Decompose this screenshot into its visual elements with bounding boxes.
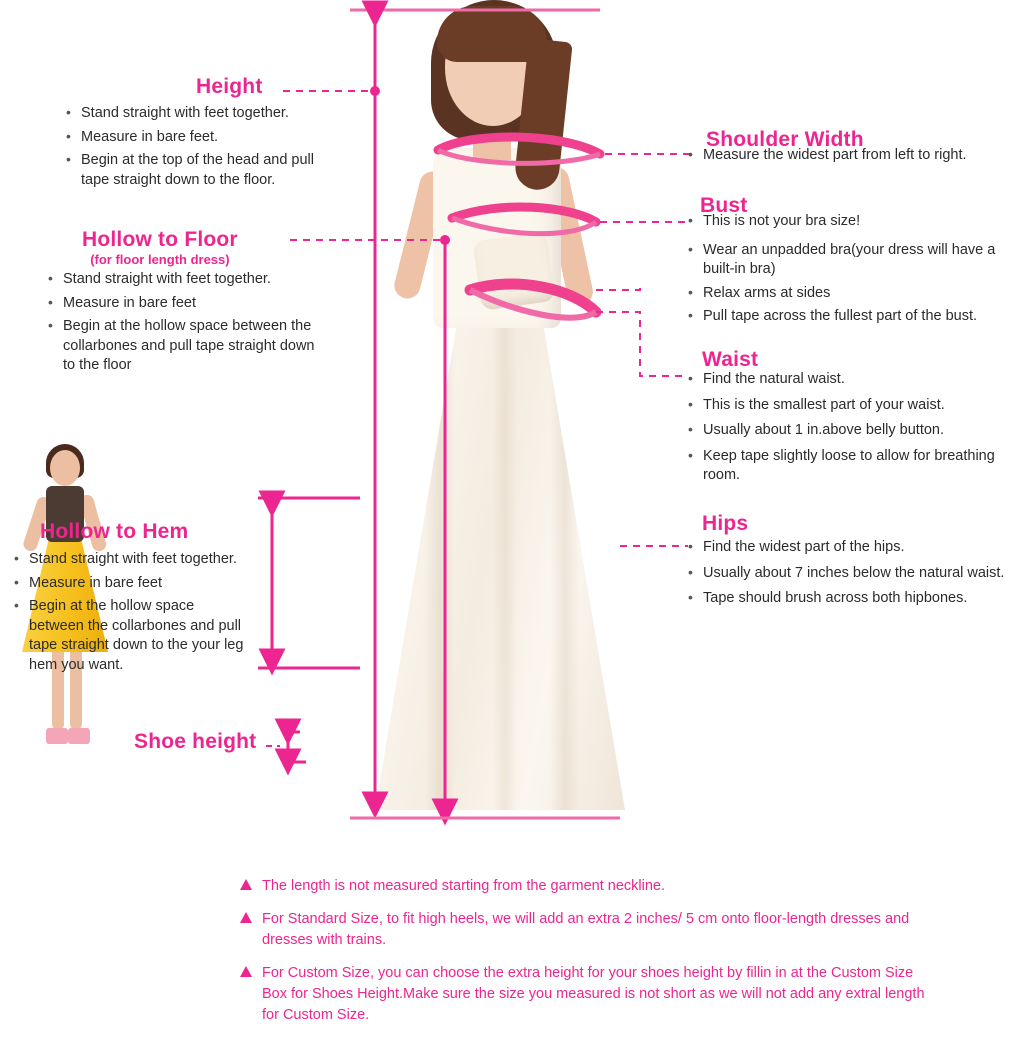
mini-model-left-shoe — [46, 728, 68, 744]
hips-section — [702, 512, 748, 536]
hips-title: Hips — [702, 512, 749, 535]
dress-bow — [472, 231, 555, 311]
shoe-height-section — [134, 730, 256, 754]
list-item: • Stand straight with feet together. — [66, 104, 334, 124]
shoulder-width-title: Shoulder Width — [706, 128, 864, 151]
hips-bullets — [688, 538, 1008, 613]
list-item: • Find the natural waist. — [688, 370, 1008, 390]
bust-bullets — [688, 212, 1010, 331]
shoulder-width-bullets — [688, 146, 1008, 170]
list-item: • Measure in bare feet — [14, 574, 244, 594]
list-item: • Begin at the hollow space between the collarbones and pull tape straight down to the your leg hem you want. — [14, 597, 244, 675]
mini-model-head — [50, 450, 80, 486]
hollow-to-hem-title: Hollow to Hem — [40, 520, 189, 543]
height-bullets — [66, 104, 334, 194]
list-item: • This is the smallest part of your waist. — [688, 396, 1008, 416]
list-item: • Wear an unpadded bra(your dress will have a built-in bra) — [688, 241, 1010, 280]
list-item: • This is not your bra size! — [688, 212, 1010, 232]
warning-triangle-icon — [240, 879, 252, 890]
dress-skirt — [375, 320, 625, 810]
footnote-item — [240, 963, 940, 1026]
waist-title: Waist — [702, 348, 759, 371]
warning-triangle-icon — [240, 966, 252, 977]
list-item: • Measure in bare feet. — [66, 128, 334, 148]
height-title: Height — [196, 75, 263, 98]
hollow-to-floor-bullets — [48, 270, 328, 380]
list-item: • Relax arms at sides — [688, 284, 1010, 304]
list-item: • Measure in bare feet — [48, 294, 328, 314]
list-item: • Stand straight with feet together. — [14, 550, 244, 570]
list-item: • Find the widest part of the hips. — [688, 538, 1008, 558]
hollow-to-floor-subtitle: (for floor length dress) — [90, 252, 230, 267]
waist-section — [702, 348, 758, 372]
footnote-text: For Standard Size, to fit high heels, we will add an extra 2 inches/ 5 cm onto floor-length dresses and dresses with trains. — [262, 911, 910, 949]
footnote-text: For Custom Size, you can choose the extra height for your shoes height by fillin in at the Custom Size Box for Shoes Height.Make sure the size you measured is not short as we will not add any extral length for Custom Size. — [262, 965, 925, 1024]
height-section — [196, 75, 446, 99]
list-item: • Keep tape slightly loose to allow for breathing room. — [688, 447, 1008, 486]
footnote-text: The length is not measured starting from the garment neckline. — [262, 878, 665, 894]
hollow-to-hem-section — [40, 520, 188, 544]
hollow-to-floor-title: Hollow to Floor — [82, 228, 238, 251]
list-item: • Pull tape across the fullest part of the bust. — [688, 307, 1010, 327]
footnotes — [240, 876, 940, 1038]
warning-triangle-icon — [240, 912, 252, 923]
footnote-item — [240, 909, 940, 951]
waist-bullets — [688, 370, 1008, 490]
list-item: • Measure the widest part from left to right. — [688, 146, 1008, 166]
list-item: • Usually about 1 in.above belly button. — [688, 421, 1008, 441]
hollow-to-hem-bullets — [14, 550, 244, 679]
mini-model-right-shoe — [68, 728, 90, 744]
list-item: • Begin at the hollow space between the collarbones and pull tape straight down to the floor — [48, 317, 328, 376]
hollow-to-floor-section — [82, 228, 238, 267]
shoe-height-title: Shoe height — [134, 730, 257, 753]
list-item: • Usually about 7 inches below the natural waist. — [688, 564, 1008, 584]
bust-title: Bust — [700, 194, 748, 217]
footnote-item — [240, 876, 940, 897]
list-item: • Tape should brush across both hipbones. — [688, 589, 1008, 609]
list-item: • Stand straight with feet together. — [48, 270, 328, 290]
list-item: • Begin at the top of the head and pull tape straight down to the floor. — [66, 151, 334, 190]
